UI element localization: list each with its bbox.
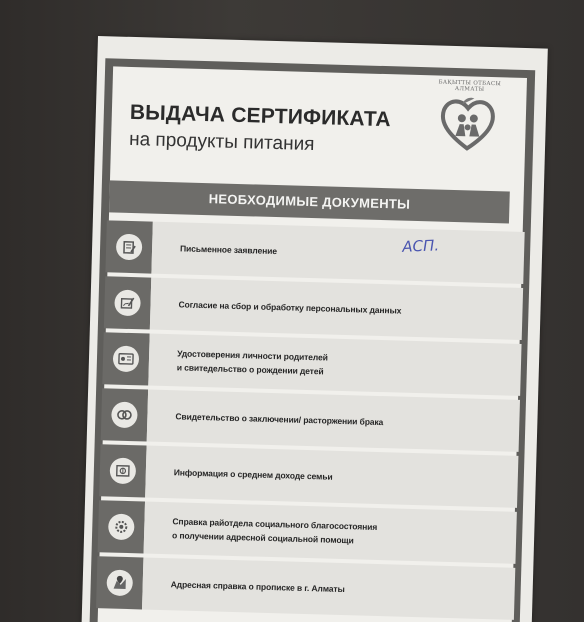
- logo-caption: [435, 79, 505, 93]
- family-heart-logo-icon: [437, 94, 499, 154]
- icon-box: [101, 388, 148, 441]
- icon-box: [104, 276, 151, 329]
- page-subtitle: на продукты питания: [128, 128, 315, 156]
- document-edit-icon: [122, 240, 136, 254]
- page-title: ВЫДАЧА СЕРТИФИКАТА: [129, 100, 392, 132]
- icon-box: [99, 444, 146, 497]
- signature-icon: [120, 296, 134, 310]
- icon-box: [102, 332, 149, 385]
- icon-box: [98, 500, 145, 553]
- flyer-inner: [96, 66, 527, 622]
- flyer-frame: [89, 58, 535, 622]
- flyer-paper: [81, 36, 548, 622]
- document-label: Информация о среднем доходе семьи: [173, 467, 333, 482]
- required-documents-header: НЕОБХОДИМЫЕ ДОКУМЕНТЫ: [109, 180, 510, 223]
- map-pin-icon: [112, 575, 128, 591]
- document-label: Адресная справка о прописке в г. Алматы: [170, 579, 345, 595]
- logo-caption-line2: АЛМАТЫ: [454, 85, 485, 93]
- document-label: Согласие на сбор и обработку персональных данных: [178, 299, 402, 316]
- logo-caption-line1: БАҚЫТТЫ ОТБАСЫ: [438, 79, 502, 88]
- rings-icon: [116, 409, 132, 421]
- icon-box: [105, 220, 152, 273]
- document-label: Свидетельство о заключении/ расторжении брака: [175, 411, 384, 428]
- document-label: Справка райотдела социального благосостояния о получении адресной социальной помощи: [171, 516, 378, 546]
- document-label: Удостоверения личности родителей и свитедельство о рождении детей: [176, 348, 328, 377]
- document-label: Письменное заявление: [179, 243, 278, 257]
- id-card-icon: [118, 353, 134, 365]
- social-gear-icon: [113, 519, 129, 535]
- money-icon: [116, 464, 130, 478]
- handwritten-note: АСП.: [401, 236, 440, 256]
- icon-box: [96, 556, 143, 609]
